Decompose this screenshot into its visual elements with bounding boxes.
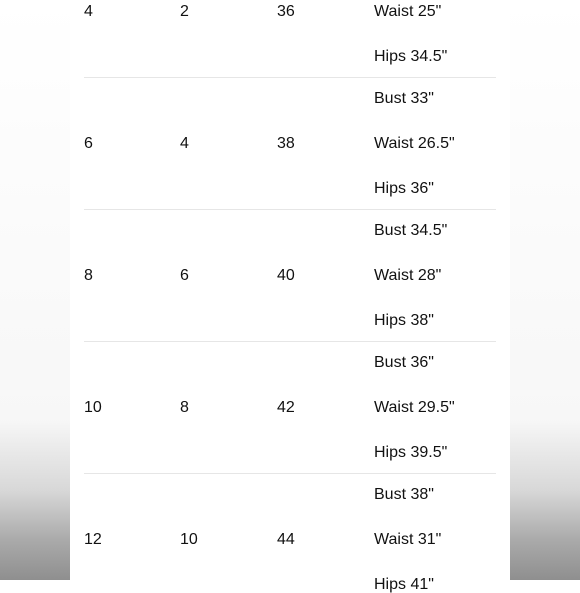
- size-us: 4: [84, 3, 93, 20]
- size-eu: 36: [277, 3, 295, 20]
- size-uk: 10: [180, 531, 198, 548]
- measurement-bust: Bust 38": [374, 486, 434, 503]
- size-us: 6: [84, 135, 93, 152]
- size-row: [84, 210, 496, 342]
- size-us: 12: [84, 531, 102, 548]
- size-uk: 4: [180, 135, 189, 152]
- size-chart-panel: [70, 0, 510, 593]
- measurement-hips: Hips 38": [374, 312, 434, 329]
- size-chart-table: [84, 0, 496, 592]
- size-uk: 2: [180, 3, 189, 20]
- measurement-waist: Waist 29.5": [374, 399, 455, 416]
- size-row: [84, 342, 496, 474]
- measurement-waist: Waist 26.5": [374, 135, 455, 152]
- size-row: [84, 474, 496, 592]
- measurement-bust: Bust 33": [374, 90, 434, 107]
- measurement-hips: Hips 39.5": [374, 444, 448, 461]
- measurement-waist: Waist 25": [374, 3, 442, 20]
- size-eu: 40: [277, 267, 295, 284]
- size-uk: 6: [180, 267, 189, 284]
- size-us: 8: [84, 267, 93, 284]
- size-eu: 38: [277, 135, 295, 152]
- measurement-hips: Hips 36": [374, 180, 434, 197]
- size-eu: 44: [277, 531, 295, 548]
- measurement-waist: Waist 31": [374, 531, 442, 548]
- measurement-bust: Bust 34.5": [374, 222, 448, 239]
- measurement-hips: Hips 34.5": [374, 48, 448, 65]
- measurement-bust: Bust 36": [374, 354, 434, 371]
- size-row: [84, 78, 496, 210]
- size-eu: 42: [277, 399, 295, 416]
- size-row: [84, 0, 496, 78]
- size-us: 10: [84, 399, 102, 416]
- size-uk: 8: [180, 399, 189, 416]
- measurement-hips: Hips 41": [374, 576, 434, 593]
- measurement-waist: Waist 28": [374, 267, 442, 284]
